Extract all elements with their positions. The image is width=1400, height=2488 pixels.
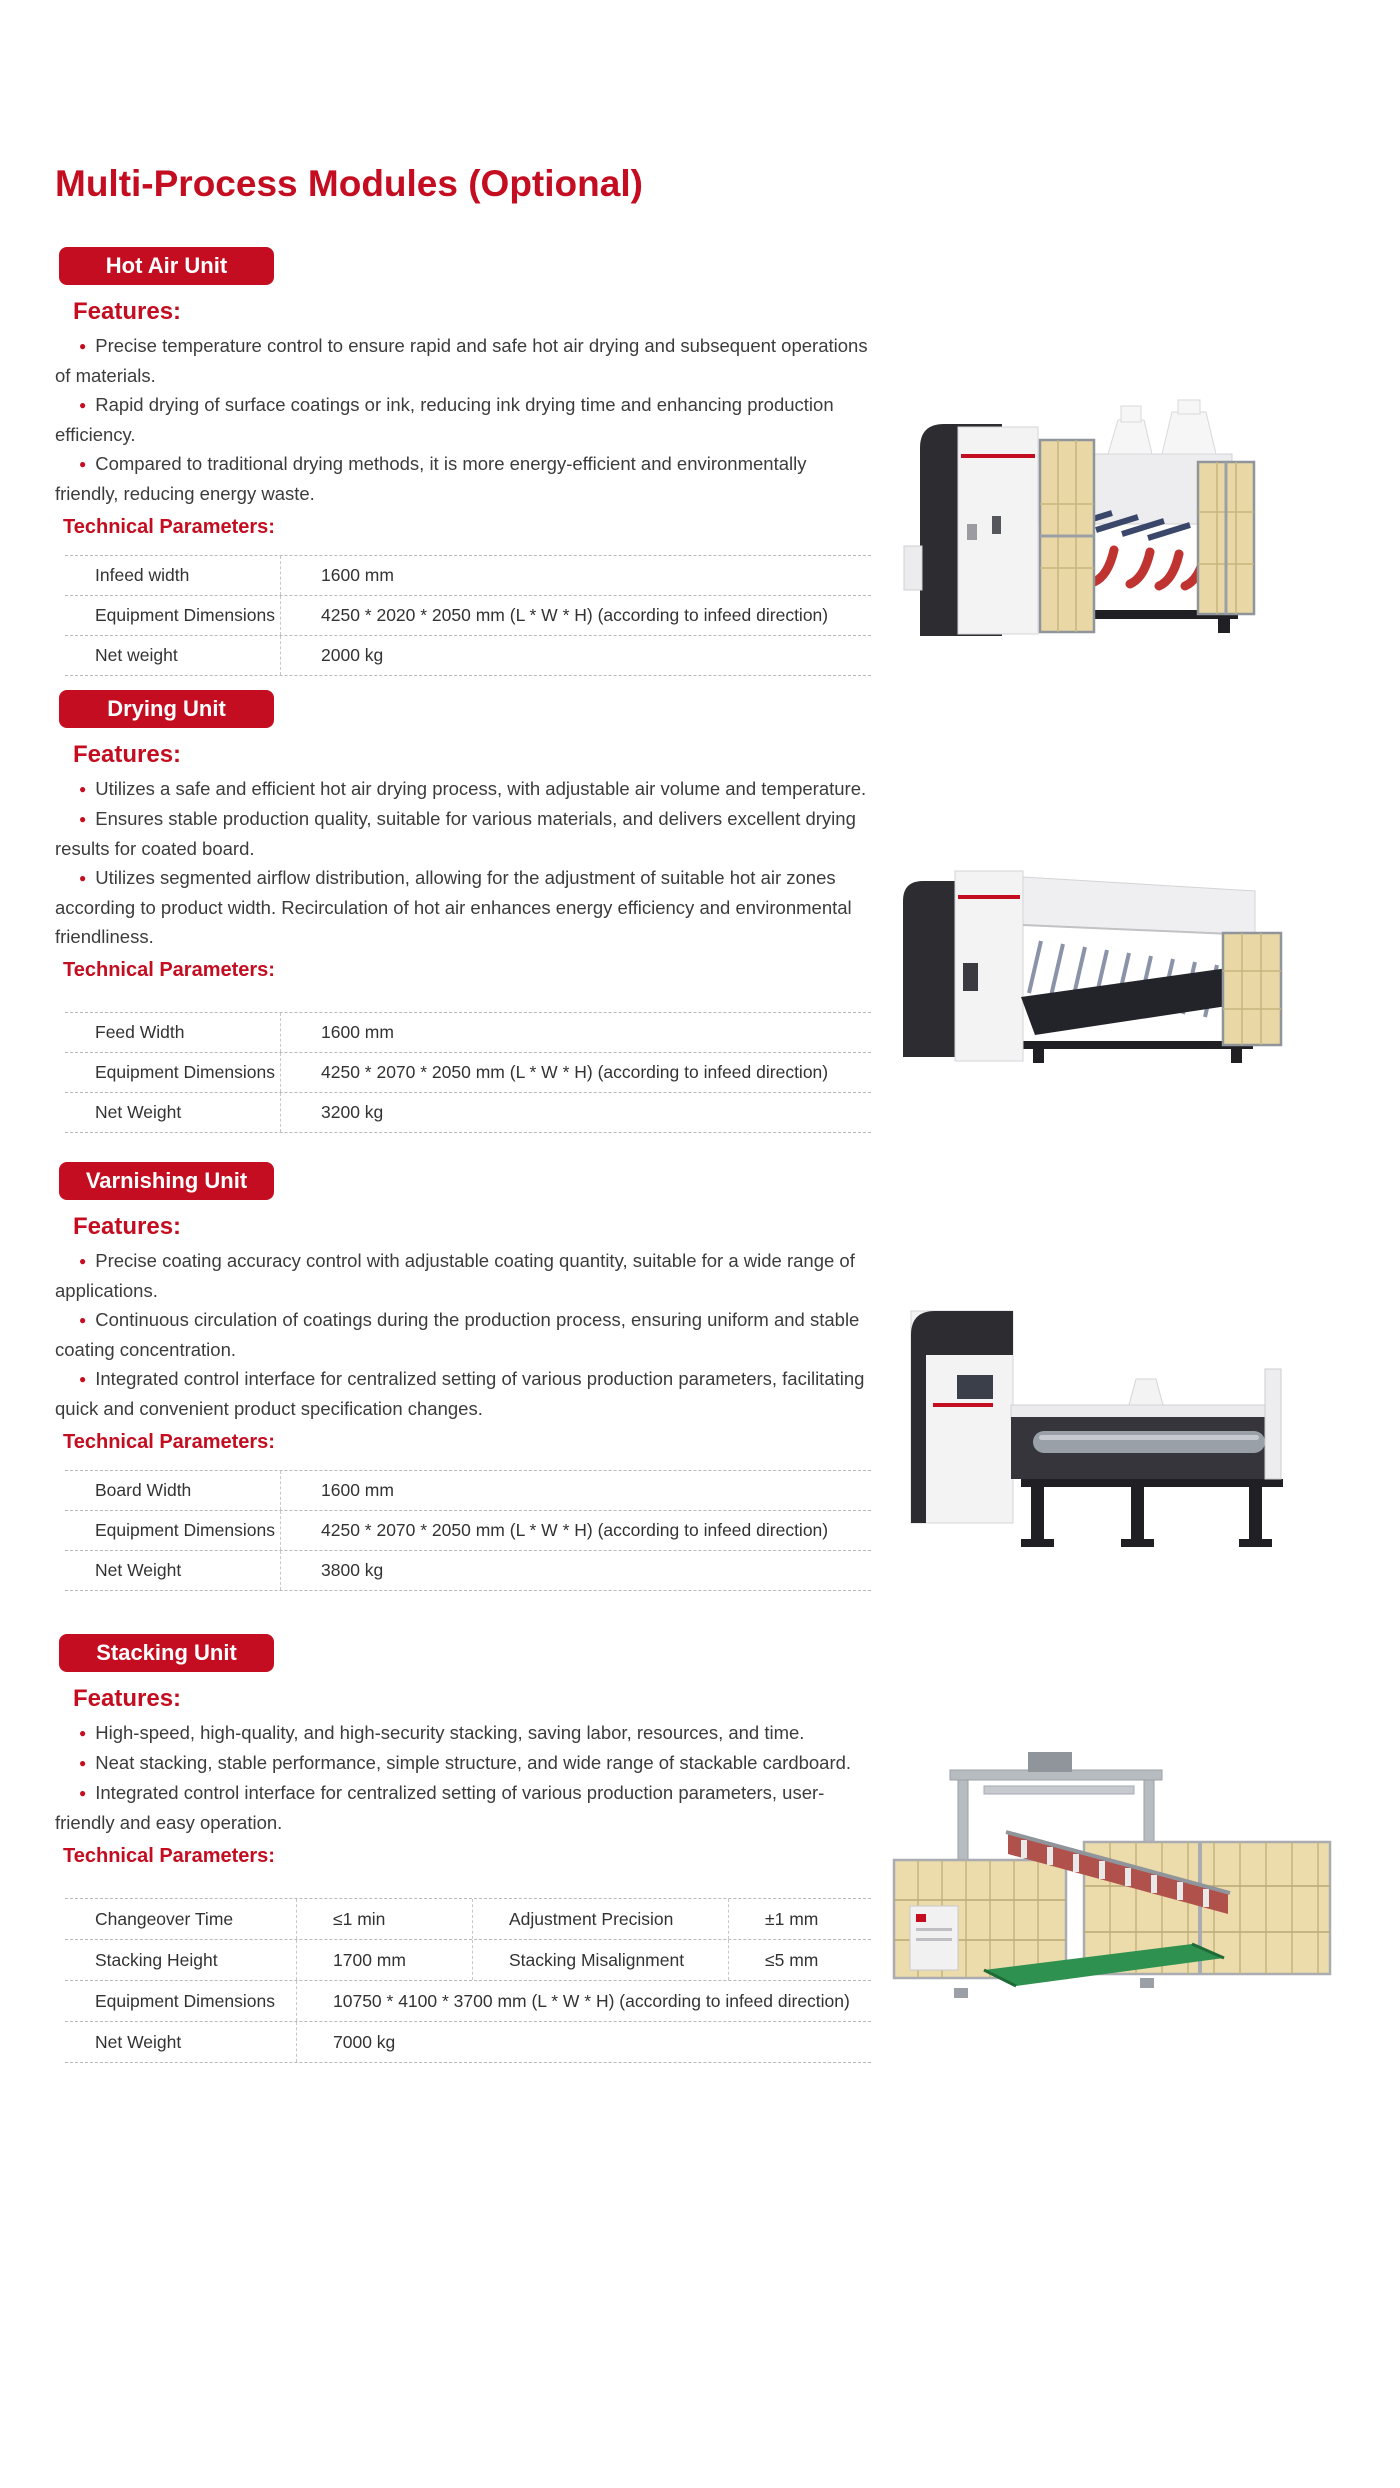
feature-item [55,1364,875,1423]
param-label: Equipment Dimensions [95,1520,275,1540]
feature-item [55,390,875,449]
technical-parameters-heading: Technical Parameters: [63,959,275,981]
feature-text: Ensures stable production quality, suitable for various materials, and delivers excellent drying results for coated board. [55,808,856,859]
varnishing-unit-machine-photo [893,1283,1295,1568]
drying-unit-machine-photo [893,845,1291,1073]
feature-text: Rapid drying of surface coatings or ink, reducing ink drying time and enhancing production efficiency. [55,394,834,445]
param-value: 4250 * 2070 * 2050 mm (L * W * H) (according to infeed direction) [280,1053,871,1092]
section-drying-unit [55,690,875,1133]
bullet-icon: ● [79,1254,87,1268]
technical-parameters-heading: Technical Parameters: [63,1845,275,1867]
parameters-table [65,555,871,676]
feature-item [55,1305,875,1364]
param-value: 2000 kg [280,636,871,675]
bullet-icon: ● [79,398,87,412]
table-row [65,1471,871,1511]
section-badge-varnishing: Varnishing Unit [59,1162,274,1200]
bullet-icon: ● [79,1313,87,1327]
param-label: Net weight [95,645,178,665]
technical-parameters-heading: Technical Parameters: [63,516,275,538]
param-label: Stacking Height [95,1949,218,1970]
param-label: Net Weight [95,1102,182,1122]
table-row [65,1981,871,2022]
param-value: 1600 mm [280,1013,871,1052]
param-value: 4250 * 2070 * 2050 mm (L * W * H) (according to infeed direction) [280,1511,871,1550]
param-value: 1700 mm [296,1940,472,1980]
param-label: Stacking Misalignment [472,1940,728,1980]
section-badge-hot-air: Hot Air Unit [59,247,274,285]
section-hot-air-unit [55,247,875,676]
param-label: Equipment Dimensions [95,1062,275,1082]
param-label: Infeed width [95,565,190,585]
feature-text: Continuous circulation of coatings during the production process, ensuring uniform and stable coating concentration. [55,1309,860,1360]
bullet-icon: ● [79,1372,87,1386]
feature-text: Utilizes segmented airflow distribution, allowing for the adjustment of suitable hot air zones according to product width. Recirculation of hot air enhances energy efficiency and environmental friendliness. [55,867,852,947]
table-row [65,596,871,636]
section-badge-drying: Drying Unit [59,690,274,728]
bullet-icon: ● [79,871,87,885]
table-row [65,1053,871,1093]
machine-illustration [893,1283,1295,1568]
bullet-icon: ● [79,782,87,796]
param-value: ≤1 min [296,1899,472,1939]
table-row [65,1511,871,1551]
param-value: 3800 kg [280,1551,871,1590]
feature-text: High-speed, high-quality, and high-security stacking, saving labor, resources, and time. [95,1722,805,1743]
feature-item [55,1778,875,1837]
param-value: 10750 * 4100 * 3700 mm (L * W * H) (according to infeed direction) [296,1981,871,2021]
param-value: 1600 mm [280,556,871,595]
feature-item [55,331,875,390]
feature-item [55,1718,875,1748]
param-value: ≤5 mm [728,1940,871,1980]
feature-text: Integrated control interface for centralized setting of various production parameters, facilitating quick and convenient product specification changes. [55,1368,865,1419]
bullet-icon: ● [79,1786,87,1800]
bullet-icon: ● [79,1756,87,1770]
hot-air-unit-machine-photo [900,396,1270,648]
machine-illustration [888,1742,1335,2017]
param-value: ±1 mm [728,1899,871,1939]
feature-item [55,804,875,863]
feature-text: Utilizes a safe and efficient hot air drying process, with adjustable air volume and temperature. [95,778,867,799]
feature-item [55,1246,875,1305]
param-label: Changeover Time [95,1908,234,1929]
features-heading: Features: [73,1685,182,1712]
feature-text: Neat stacking, stable performance, simple structure, and wide range of stackable cardboard. [95,1752,852,1773]
param-value: 1600 mm [280,1471,871,1510]
param-label: Equipment Dimensions [95,1990,275,2011]
machine-illustration [893,845,1291,1073]
table-row [65,2022,871,2063]
bullet-icon: ● [79,812,87,826]
technical-parameters-heading: Technical Parameters: [63,1431,275,1453]
section-badge-stacking: Stacking Unit [59,1634,274,1672]
table-row [65,556,871,596]
parameters-table [65,1470,871,1591]
param-label: Equipment Dimensions [95,605,275,625]
param-value: 7000 kg [296,2022,871,2062]
feature-item [55,774,875,804]
feature-item [55,863,875,951]
feature-text: Compared to traditional drying methods, it is more energy-efficient and environmentally friendly, reducing energy waste. [55,453,807,504]
feature-text: Precise coating accuracy control with adjustable coating quantity, suitable for a wide range of applications. [55,1250,855,1301]
table-row [65,636,871,676]
bullet-icon: ● [79,1726,87,1740]
parameters-table [65,1898,871,2063]
page-title: Multi-Process Modules (Optional) [55,162,643,204]
section-varnishing-unit [55,1162,875,1591]
feature-item [55,449,875,508]
section-stacking-unit [55,1634,875,2063]
table-row [65,1940,871,1981]
bullet-icon: ● [79,339,87,353]
features-heading: Features: [73,298,182,325]
param-label: Net Weight [95,1560,182,1580]
machine-illustration [900,396,1270,648]
param-value: 4250 * 2020 * 2050 mm (L * W * H) (according to infeed direction) [280,596,871,635]
param-label: Feed Width [95,1022,185,1042]
param-label: Net Weight [95,2031,182,2052]
table-row [65,1899,871,1940]
feature-item [55,1748,875,1778]
stacking-unit-machine-photo [888,1742,1335,2017]
bullet-icon: ● [79,457,87,471]
param-label: Board Width [95,1480,192,1500]
features-heading: Features: [73,1213,182,1240]
parameters-table [65,1012,871,1133]
table-row [65,1551,871,1591]
param-value: 3200 kg [280,1093,871,1132]
features-heading: Features: [73,741,182,768]
table-row [65,1013,871,1053]
table-row [65,1093,871,1133]
feature-text: Precise temperature control to ensure rapid and safe hot air drying and subsequent operations of materials. [55,335,868,386]
param-label: Adjustment Precision [472,1899,728,1939]
feature-text: Integrated control interface for centralized setting of various production parameters, user-friendly and easy operation. [55,1782,825,1833]
